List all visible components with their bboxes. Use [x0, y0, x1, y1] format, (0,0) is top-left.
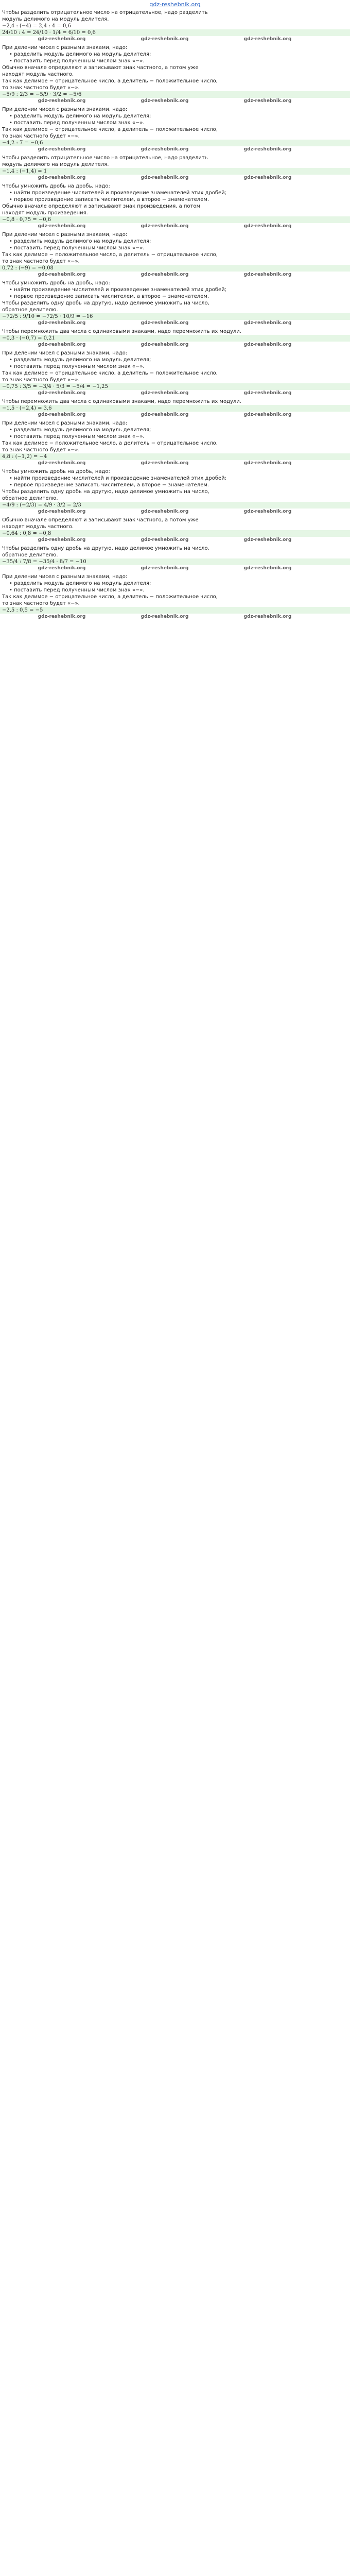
list-item: • найти произведение числителей и произведение знаменателей этих дробей; — [0, 475, 350, 482]
watermark-row — [0, 565, 350, 571]
watermark: gdz-reshebnik.org — [38, 342, 86, 347]
list-item: • разделить модуль делимого на модуль делителя; — [0, 51, 350, 58]
text-line: находят модуль частного. — [2, 72, 74, 77]
watermark: gdz-reshebnik.org — [141, 272, 189, 277]
text-line: обратное делителю. — [2, 496, 58, 501]
watermark-row — [0, 320, 350, 326]
text-line: Чтобы умножить дробь на дробь, надо: — [2, 469, 110, 474]
list-item: • поставить перед полученным числом знак «−». — [0, 245, 350, 251]
math-line: −5/9 : 2/3 = −5/9 · 3/2 = −5/6 — [0, 91, 350, 98]
text-line: При делении чисел с разными знаками, надо: — [2, 232, 128, 238]
list-item: • поставить перед полученным числом знак «−». — [0, 58, 350, 64]
watermark-row — [0, 509, 350, 515]
text-line: При делении чисел с разными знаками, надо: — [2, 107, 128, 112]
text-line: то знак частного будет «−». — [2, 259, 80, 264]
watermark-row — [0, 175, 350, 181]
watermark: gdz-reshebnik.org — [243, 566, 292, 571]
watermark-row — [0, 98, 350, 104]
watermark: gdz-reshebnik.org — [141, 147, 189, 152]
list-item: • первое произведение записать числителем, а второе − знаменателем. — [0, 293, 350, 300]
watermark: gdz-reshebnik.org — [243, 537, 292, 543]
math-line: −0,3 · (−0,7) = 0,21 — [0, 335, 350, 342]
watermark: gdz-reshebnik.org — [243, 147, 292, 152]
watermark: gdz-reshebnik.org — [141, 175, 189, 180]
watermark: gdz-reshebnik.org — [243, 224, 292, 229]
text-line: находят модуль частного. — [2, 524, 74, 530]
text-line: Так как делимое − отрицательное число, а делитель − положительное число, — [2, 370, 218, 376]
watermark: gdz-reshebnik.org — [243, 37, 292, 42]
watermark: gdz-reshebnik.org — [243, 272, 292, 277]
math-line: 4,8 : (−1,2) = −4 — [0, 453, 350, 460]
watermark-row — [0, 412, 350, 418]
watermark: gdz-reshebnik.org — [38, 147, 86, 152]
text-line: Так как делимое − отрицательное число, а делитель − положительное число, — [2, 78, 218, 84]
watermark-row — [0, 272, 350, 278]
text-line: Так как делимое − отрицательное число, а делитель − положительное число, — [2, 594, 218, 600]
math-line: −0,8 · 0,75 = −0,6 — [0, 216, 350, 223]
text-line: модуль делимого на модуль делителя. — [2, 16, 109, 22]
watermark-row — [0, 537, 350, 543]
watermark: gdz-reshebnik.org — [243, 98, 292, 104]
watermark: gdz-reshebnik.org — [141, 98, 189, 104]
list-item: • найти произведение числителей и произведение знаменателей этих дробей; — [0, 286, 350, 293]
watermark: gdz-reshebnik.org — [38, 537, 86, 543]
text-line: находят модуль произведения. — [2, 210, 88, 216]
watermark: gdz-reshebnik.org — [141, 342, 189, 347]
text-line: Чтобы перемножить два числа с одинаковыми знаками, надо перемножить их модули. — [2, 399, 241, 404]
watermark: gdz-reshebnik.org — [38, 175, 86, 180]
list-item: • разделить модуль делимого на модуль делителя; — [0, 427, 350, 433]
text-line: то знак частного будет «−». — [2, 601, 80, 606]
list-item: • первое произведение записать числителем, а второе − знаменателем. — [0, 196, 350, 203]
text-line: обратное делителю. — [2, 552, 58, 558]
watermark: gdz-reshebnik.org — [141, 412, 189, 417]
list-item: • разделить модуль делимого на модуль делителя; — [0, 580, 350, 587]
watermark: gdz-reshebnik.org — [243, 412, 292, 417]
text-line: то знак частного будет «−». — [2, 85, 80, 91]
math-line: −0,64 : 0,8 = −0,8 — [0, 530, 350, 537]
text-line: Чтобы разделить отрицательное число на отрицательное, надо разделить — [2, 155, 208, 161]
watermark: gdz-reshebnik.org — [38, 566, 86, 571]
text-line: обратное делителю. — [2, 307, 58, 313]
math-line: −4/9 : (−2/3) = 4/9 · 3/2 = 2/3 — [0, 502, 350, 509]
text-line: Чтобы перемножить два числа с одинаковыми знаками, надо перемножить их модули. — [2, 329, 241, 334]
watermark: gdz-reshebnik.org — [38, 412, 86, 417]
list-item: • поставить перед полученным числом знак «−». — [0, 587, 350, 594]
math-line: −2,5 : 0,5 = −5 — [0, 607, 350, 614]
math-line: −72/5 : 9/10 = −72/5 · 10/9 = −16 — [0, 313, 350, 320]
watermark: gdz-reshebnik.org — [141, 37, 189, 42]
text-line: модуль делимого на модуль делителя. — [2, 162, 109, 167]
site-link[interactable]: gdz-reshebnik.org — [149, 1, 201, 8]
watermark: gdz-reshebnik.org — [141, 614, 189, 619]
text-line: Обычно вначале определяют и записывают знак произведения, а потом — [2, 204, 201, 209]
watermark: gdz-reshebnik.org — [38, 224, 86, 229]
watermark-row — [0, 146, 350, 152]
watermark: gdz-reshebnik.org — [243, 391, 292, 396]
math-line: −35/4 : 7/8 = −35/4 · 8/7 = −10 — [0, 558, 350, 565]
text-line: то знак частного будет «−». — [2, 447, 80, 453]
watermark-row — [0, 223, 350, 229]
text-line: При делении чисел с разными знаками, надо: — [2, 574, 128, 580]
text-line: При делении чисел с разными знаками, надо: — [2, 420, 128, 426]
watermark: gdz-reshebnik.org — [243, 320, 292, 326]
watermark: gdz-reshebnik.org — [38, 320, 86, 326]
text-line: Чтобы умножить дробь на дробь, надо: — [2, 183, 110, 189]
text-line: При делении чисел с разными знаками, надо: — [2, 45, 128, 50]
watermark: gdz-reshebnik.org — [38, 509, 86, 514]
list-item: • поставить перед полученным числом знак «−». — [0, 433, 350, 440]
text-line: Чтобы умножить дробь на дробь, надо: — [2, 280, 110, 286]
math-line: −0,75 : 3/5 = −3/4 · 5/3 = −5/4 = −1,25 — [0, 383, 350, 390]
watermark: gdz-reshebnik.org — [38, 272, 86, 277]
watermark: gdz-reshebnik.org — [243, 461, 292, 466]
watermark-row — [0, 36, 350, 42]
text-line: Чтобы разделить одну дробь на другую, надо делимое умножить на число, — [2, 300, 209, 306]
watermark-row — [0, 342, 350, 348]
watermark: gdz-reshebnik.org — [141, 461, 189, 466]
watermark: gdz-reshebnik.org — [243, 175, 292, 180]
text-line: Так как делимое − отрицательное число, а делитель − положительное число, — [2, 127, 218, 132]
watermark: gdz-reshebnik.org — [141, 537, 189, 543]
text-line: При делении чисел с разными знаками, надо: — [2, 350, 128, 356]
watermark-row — [0, 460, 350, 466]
math-line: 24/10 : 4 = 24/10 · 1/4 = 6/10 = 0,6 — [0, 29, 350, 36]
math-line: −2,4 : (−4) = 2,4 : 4 = 0,6 — [2, 23, 71, 29]
text-line: Так как делимое − положительное число, а делитель − отрицательное число, — [2, 440, 218, 446]
watermark: gdz-reshebnik.org — [141, 391, 189, 396]
text-line: Обычно вначале определяют и записывают знак частного, а потом уже — [2, 517, 199, 523]
text-line: Чтобы разделить отрицательное число на отрицательное, надо разделить — [2, 10, 208, 15]
text-line: то знак частного будет «−». — [2, 377, 80, 383]
text-line: Чтобы разделить одну дробь на другую, надо делимое умножить на число, — [2, 489, 209, 495]
math-line: −1,5 · (−2,4) = 3,6 — [0, 405, 350, 412]
list-item: • первое произведение записать числителем, а второе − знаменателем. — [0, 482, 350, 488]
watermark: gdz-reshebnik.org — [141, 320, 189, 326]
list-item: • поставить перед полученным числом знак «−». — [0, 363, 350, 370]
watermark-row — [0, 390, 350, 396]
watermark: gdz-reshebnik.org — [38, 614, 86, 619]
math-line: −4,2 : 7 = −0,6 — [0, 140, 350, 146]
list-item: • разделить модуль делимого на модуль делителя; — [0, 113, 350, 120]
watermark: gdz-reshebnik.org — [38, 98, 86, 104]
text-line: Чтобы разделить одну дробь на другую, надо делимое умножить на число, — [2, 546, 209, 551]
math-line: 0,72 : (−9) = −0,08 — [0, 265, 350, 272]
math-line: −1,4 : (−1,4) = 1 — [0, 168, 350, 175]
list-item: • найти произведение числителей и произведение знаменателей этих дробей; — [0, 190, 350, 196]
text-line: Так как делимое − положительное число, а делитель − отрицательное число, — [2, 252, 218, 258]
text-line: то знак частного будет «−». — [2, 133, 80, 139]
list-item: • разделить модуль делимого на модуль делителя; — [0, 238, 350, 245]
list-item: • поставить перед полученным числом знак «−». — [0, 120, 350, 126]
list-item: • разделить модуль делимого на модуль делителя; — [0, 357, 350, 363]
text-line: Обычно вначале определяют и записывают знак частного, а потом уже — [2, 65, 199, 71]
watermark: gdz-reshebnik.org — [38, 37, 86, 42]
watermark: gdz-reshebnik.org — [141, 509, 189, 514]
watermark: gdz-reshebnik.org — [141, 224, 189, 229]
watermark: gdz-reshebnik.org — [243, 342, 292, 347]
watermark: gdz-reshebnik.org — [141, 566, 189, 571]
watermark: gdz-reshebnik.org — [243, 509, 292, 514]
watermark: gdz-reshebnik.org — [243, 614, 292, 619]
watermark: gdz-reshebnik.org — [38, 391, 86, 396]
watermark: gdz-reshebnik.org — [38, 461, 86, 466]
watermark-row — [0, 614, 350, 620]
